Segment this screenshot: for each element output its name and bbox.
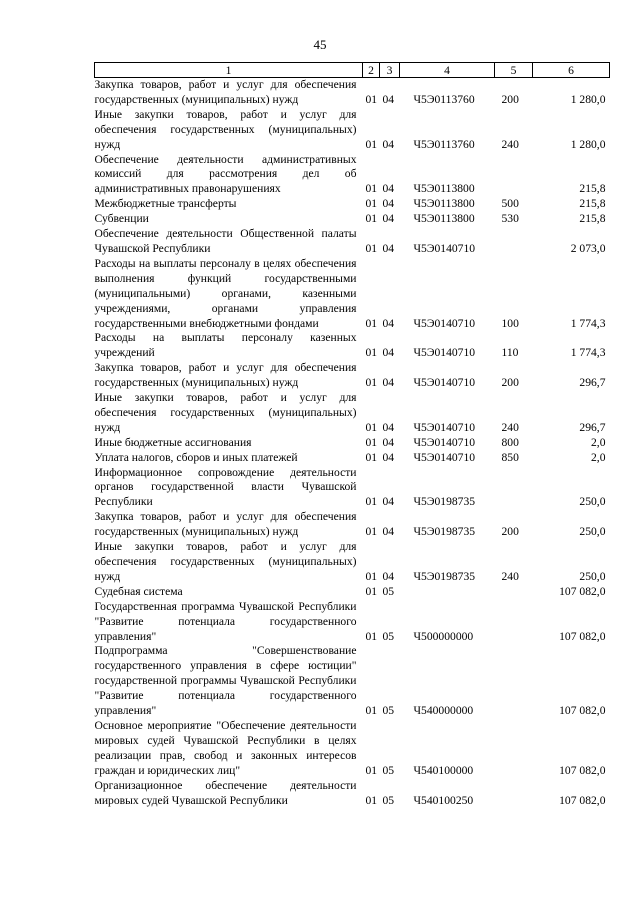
row-subsection: 04 bbox=[382, 316, 395, 330]
table-row bbox=[95, 466, 610, 511]
row-name: Основное мероприятие "Обеспечение деятельности мировых судей Чувашской Республики в целях реализации прав, свобод и законных интересов граждан и юридических лиц" bbox=[94, 718, 357, 777]
row-section: 01 bbox=[365, 525, 378, 539]
row-subsection: 04 bbox=[382, 92, 395, 106]
row-amount: 215,8 bbox=[579, 212, 606, 226]
table-row bbox=[95, 600, 610, 645]
row-subsection: 05 bbox=[382, 704, 395, 718]
row-subsection: 04 bbox=[382, 241, 395, 255]
row-amount: 215,8 bbox=[579, 182, 606, 196]
row-expense-type bbox=[495, 779, 533, 809]
table-row bbox=[95, 510, 610, 540]
row-subsection: 05 bbox=[382, 793, 395, 807]
row-subsection: 04 bbox=[382, 376, 395, 390]
column-header-1: 1 bbox=[95, 63, 363, 78]
row-name: Уплата налогов, сборов и иных платежей bbox=[94, 450, 298, 464]
row-section: 01 bbox=[365, 376, 378, 390]
row-subsection: 04 bbox=[382, 495, 395, 509]
row-amount: 1 280,0 bbox=[570, 137, 606, 151]
row-expense-type bbox=[495, 600, 533, 645]
page-number: 45 bbox=[313, 37, 327, 52]
table-row bbox=[95, 779, 610, 809]
row-subsection: 04 bbox=[382, 420, 395, 434]
row-section: 01 bbox=[365, 495, 378, 509]
row-target-article: Ч5Э0140710 bbox=[413, 435, 476, 449]
row-expense-type: 500 bbox=[501, 197, 519, 211]
row-target-article: Ч540000000 bbox=[413, 704, 474, 718]
row-name: Иные бюджетные ассигнования bbox=[94, 435, 252, 449]
row-target-article bbox=[400, 585, 495, 600]
row-name: Государственная программа Чувашской Республики "Развитие потенциала государственного управления" bbox=[94, 599, 357, 643]
row-name: Расходы на выплаты персоналу казенных учреждений bbox=[94, 331, 357, 360]
row-amount: 107 082,0 bbox=[559, 763, 606, 777]
row-expense-type bbox=[495, 153, 533, 198]
row-expense-type: 110 bbox=[501, 346, 519, 360]
column-header-5: 5 bbox=[495, 63, 533, 78]
table-row bbox=[95, 719, 610, 779]
row-expense-type bbox=[495, 466, 533, 511]
column-header-6: 6 bbox=[533, 63, 610, 78]
row-expense-type: 240 bbox=[501, 420, 519, 434]
row-amount: 107 082,0 bbox=[559, 584, 606, 598]
row-subsection: 04 bbox=[382, 197, 395, 211]
row-subsection: 05 bbox=[382, 584, 395, 598]
row-expense-type: 200 bbox=[501, 525, 519, 539]
row-amount: 1 280,0 bbox=[570, 92, 606, 106]
row-name: Иные закупки товаров, работ и услуг для обеспечения государственных (муниципальных) нужд bbox=[94, 391, 357, 434]
row-amount: 1 774,3 bbox=[570, 316, 606, 330]
table-row bbox=[95, 540, 610, 585]
row-target-article: Ч5Э0113800 bbox=[413, 212, 475, 226]
row-section: 01 bbox=[365, 450, 378, 464]
row-name: Информационное сопровождение деятельности органов государственной власти Чувашской Республики bbox=[94, 465, 357, 509]
row-expense-type: 200 bbox=[501, 376, 519, 390]
table-row bbox=[95, 153, 610, 198]
row-target-article: Ч5Э0140710 bbox=[413, 241, 476, 255]
row-name: Закупка товаров, работ и услуг для обеспечения государственных (муниципальных) нужд bbox=[94, 361, 357, 390]
row-amount: 2,0 bbox=[591, 450, 606, 464]
row-target-article: Ч5Э0140710 bbox=[413, 376, 476, 390]
row-amount: 296,7 bbox=[579, 420, 606, 434]
row-expense-type bbox=[495, 585, 533, 600]
table-row bbox=[95, 227, 610, 257]
table-row bbox=[95, 331, 610, 361]
row-section: 01 bbox=[365, 569, 378, 583]
row-subsection: 04 bbox=[382, 182, 395, 196]
row-target-article: Ч5Э0140710 bbox=[413, 420, 476, 434]
budget-table bbox=[94, 62, 610, 808]
table-header-row bbox=[95, 63, 610, 78]
row-subsection: 05 bbox=[382, 629, 395, 643]
row-name: Обеспечение деятельности административных комиссий для рассмотрения дел об административных правонарушениях bbox=[94, 152, 357, 196]
row-amount: 107 082,0 bbox=[559, 704, 606, 718]
row-expense-type: 100 bbox=[501, 316, 519, 330]
row-name: Субвенции bbox=[94, 212, 149, 226]
row-section: 01 bbox=[365, 182, 378, 196]
row-section: 01 bbox=[365, 793, 378, 807]
table-row bbox=[95, 585, 610, 600]
row-amount: 250,0 bbox=[579, 525, 606, 539]
row-expense-type: 240 bbox=[501, 137, 519, 151]
row-section: 01 bbox=[365, 346, 378, 360]
row-expense-type: 850 bbox=[501, 450, 519, 464]
row-section: 01 bbox=[365, 420, 378, 434]
row-subsection: 04 bbox=[382, 450, 395, 464]
row-expense-type bbox=[495, 719, 533, 779]
row-target-article: Ч5Э0113760 bbox=[413, 137, 475, 151]
row-name: Иные закупки товаров, работ и услуг для обеспечения государственных (муниципальных) нужд bbox=[94, 540, 357, 583]
row-subsection: 04 bbox=[382, 137, 395, 151]
row-subsection: 04 bbox=[382, 212, 395, 226]
column-header-4: 4 bbox=[400, 63, 495, 78]
row-name: Подпрограмма "Совершенствование государственного управления в сфере юстиции" государственной программы Чувашской Республики "Развитие потенциала государственного управления" bbox=[94, 644, 357, 718]
row-section: 01 bbox=[365, 316, 378, 330]
row-amount: 2,0 bbox=[591, 435, 606, 449]
row-target-article: Ч5Э0198735 bbox=[413, 525, 476, 539]
row-expense-type: 800 bbox=[501, 435, 519, 449]
row-target-article: Ч5Э0140710 bbox=[413, 450, 476, 464]
row-name: Организационное обеспечение деятельности мировых судей Чувашской Республики bbox=[94, 778, 357, 807]
row-target-article: Ч540100000 bbox=[413, 763, 474, 777]
table-row bbox=[95, 197, 610, 212]
column-header-3: 3 bbox=[380, 63, 400, 78]
row-subsection: 04 bbox=[382, 346, 395, 360]
table-row bbox=[95, 108, 610, 153]
row-expense-type: 200 bbox=[501, 92, 519, 106]
row-target-article: Ч5Э0113800 bbox=[413, 182, 475, 196]
row-section: 01 bbox=[365, 435, 378, 449]
row-section: 01 bbox=[365, 241, 378, 255]
row-name: Закупка товаров, работ и услуг для обеспечения государственных (муниципальных) нужд bbox=[94, 510, 357, 539]
row-amount: 107 082,0 bbox=[559, 793, 606, 807]
row-subsection: 05 bbox=[382, 763, 395, 777]
row-amount: 215,8 bbox=[579, 197, 606, 211]
row-section: 01 bbox=[365, 197, 378, 211]
row-amount: 1 774,3 bbox=[570, 346, 606, 360]
row-section: 01 bbox=[365, 704, 378, 718]
row-target-article: Ч500000000 bbox=[413, 629, 474, 643]
row-amount: 2 073,0 bbox=[570, 241, 606, 255]
table-row bbox=[95, 361, 610, 391]
row-section: 01 bbox=[365, 92, 378, 106]
row-name: Судебная система bbox=[94, 584, 183, 598]
row-section: 01 bbox=[365, 629, 378, 643]
row-expense-type bbox=[495, 227, 533, 257]
row-name: Иные закупки товаров, работ и услуг для обеспечения государственных (муниципальных) нужд bbox=[94, 107, 357, 151]
row-amount: 250,0 bbox=[579, 569, 606, 583]
table-row bbox=[95, 644, 610, 719]
row-section: 01 bbox=[365, 137, 378, 151]
row-subsection: 04 bbox=[382, 525, 395, 539]
row-amount: 296,7 bbox=[579, 376, 606, 390]
row-amount: 250,0 bbox=[579, 495, 606, 509]
table-row bbox=[95, 78, 610, 108]
row-section: 01 bbox=[365, 212, 378, 226]
row-section: 01 bbox=[365, 584, 378, 598]
row-expense-type: 530 bbox=[501, 212, 519, 226]
table-row bbox=[95, 451, 610, 466]
row-target-article: Ч5Э0140710 bbox=[413, 316, 476, 330]
row-target-article: Ч540100250 bbox=[413, 793, 474, 807]
row-target-article: Ч5Э0113800 bbox=[413, 197, 475, 211]
row-target-article: Ч5Э0113760 bbox=[413, 92, 475, 106]
table-row bbox=[95, 436, 610, 451]
row-subsection: 04 bbox=[382, 569, 395, 583]
row-target-article: Ч5Э0198735 bbox=[413, 569, 476, 583]
row-name: Межбюджетные трансферты bbox=[94, 197, 237, 211]
row-expense-type bbox=[495, 644, 533, 719]
row-name: Обеспечение деятельности Общественной палаты Чувашской Республики bbox=[94, 227, 357, 255]
column-header-2: 2 bbox=[363, 63, 380, 78]
row-section: 01 bbox=[365, 763, 378, 777]
row-target-article: Ч5Э0140710 bbox=[413, 346, 476, 360]
table-row bbox=[95, 391, 610, 436]
row-target-article: Ч5Э0198735 bbox=[413, 495, 476, 509]
row-subsection: 04 bbox=[382, 435, 395, 449]
row-name: Закупка товаров, работ и услуг для обеспечения государственных (муниципальных) нужд bbox=[94, 78, 357, 106]
row-name: Расходы на выплаты персоналу в целях обеспечения выполнения функций государственными (муниципальными) органами, казенными учреждениями, органами управления государственными внебюджетными фондами bbox=[94, 256, 357, 330]
table-row bbox=[95, 212, 610, 227]
table-row bbox=[95, 257, 610, 332]
row-amount: 107 082,0 bbox=[559, 629, 606, 643]
row-expense-type: 240 bbox=[501, 569, 519, 583]
